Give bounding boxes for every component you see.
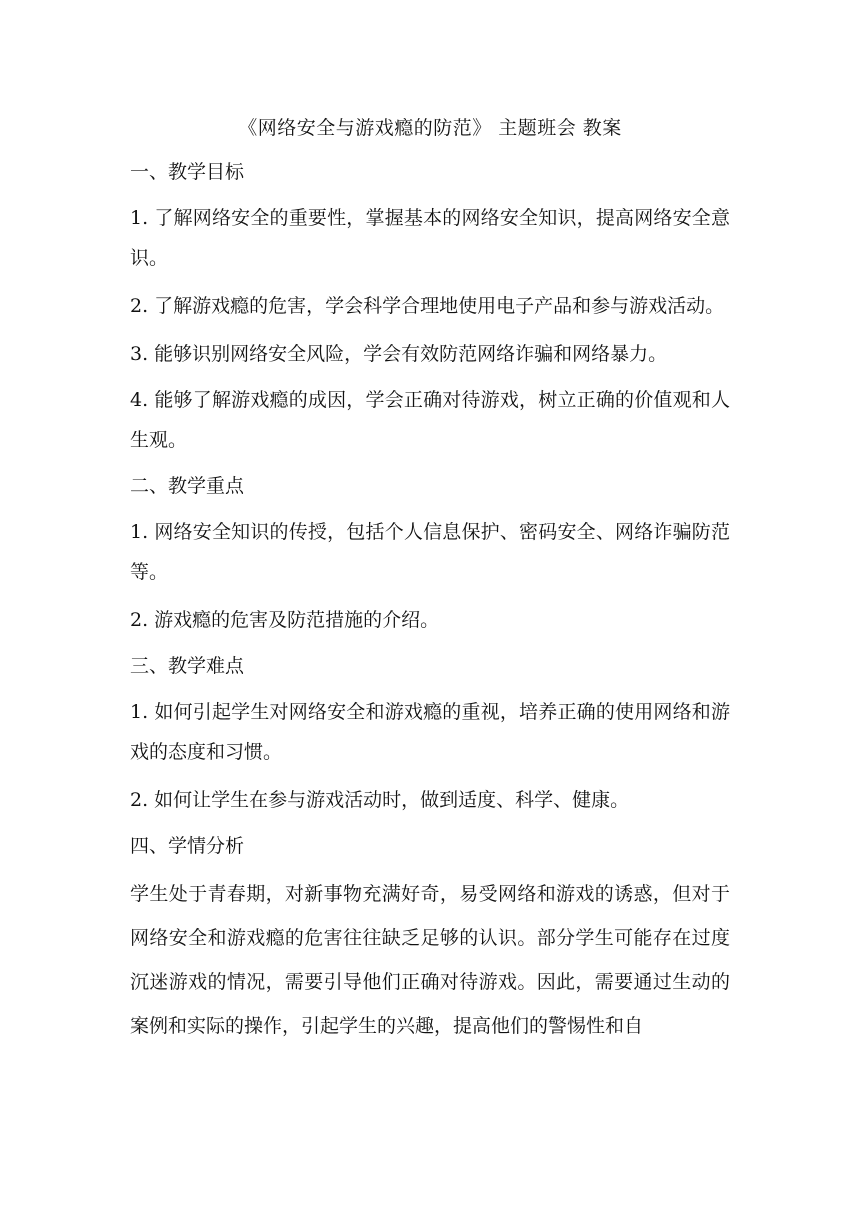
paragraph: 2. 了解游戏瘾的危害，学会科学合理地使用电子产品和参与游戏活动。 <box>130 295 725 317</box>
document-content <box>130 108 730 1048</box>
paragraph: 学生处于青春期，对新事物充满好奇，易受网络和游戏的诱惑，但对于网络安全和游戏瘾的危害往往缺乏足够的认识。部分学生可能存在过度沉迷游戏的情况，需要引导他们正确对待游戏。因此，需要通过生动的案例和实际的操作，引起学生的兴趣，提高他们的警惕性和自 <box>130 883 730 1037</box>
document-title: 《网络安全与游戏瘾的防范》 主题班会 教案 <box>238 117 622 139</box>
section-heading-key-points: 二、教学重点 <box>130 475 245 497</box>
section-heading-difficulties: 三、教学难点 <box>130 655 245 677</box>
section-heading-objectives: 一、教学目标 <box>130 161 245 183</box>
paragraph: 2. 如何让学生在参与游戏活动时，做到适度、科学、健康。 <box>130 789 630 811</box>
paragraph: 1. 网络安全知识的传授，包括个人信息保护、密码安全、网络诈骗防范等。 <box>130 521 730 583</box>
paragraph: 4. 能够了解游戏瘾的成因，学会正确对待游戏，树立正确的价值观和人生观。 <box>130 389 730 451</box>
paragraph: 1. 了解网络安全的重要性，掌握基本的网络安全知识，提高网络安全意识。 <box>130 207 730 269</box>
paragraph: 3. 能够识别网络安全风险，学会有效防范网络诈骗和网络暴力。 <box>130 343 668 365</box>
paragraph: 2. 游戏瘾的危害及防范措施的介绍。 <box>130 609 440 631</box>
section-heading-student-analysis: 四、学情分析 <box>130 835 245 857</box>
paragraph: 1. 如何引起学生对网络安全和游戏瘾的重视，培养正确的使用网络和游戏的态度和习惯。 <box>130 701 730 763</box>
